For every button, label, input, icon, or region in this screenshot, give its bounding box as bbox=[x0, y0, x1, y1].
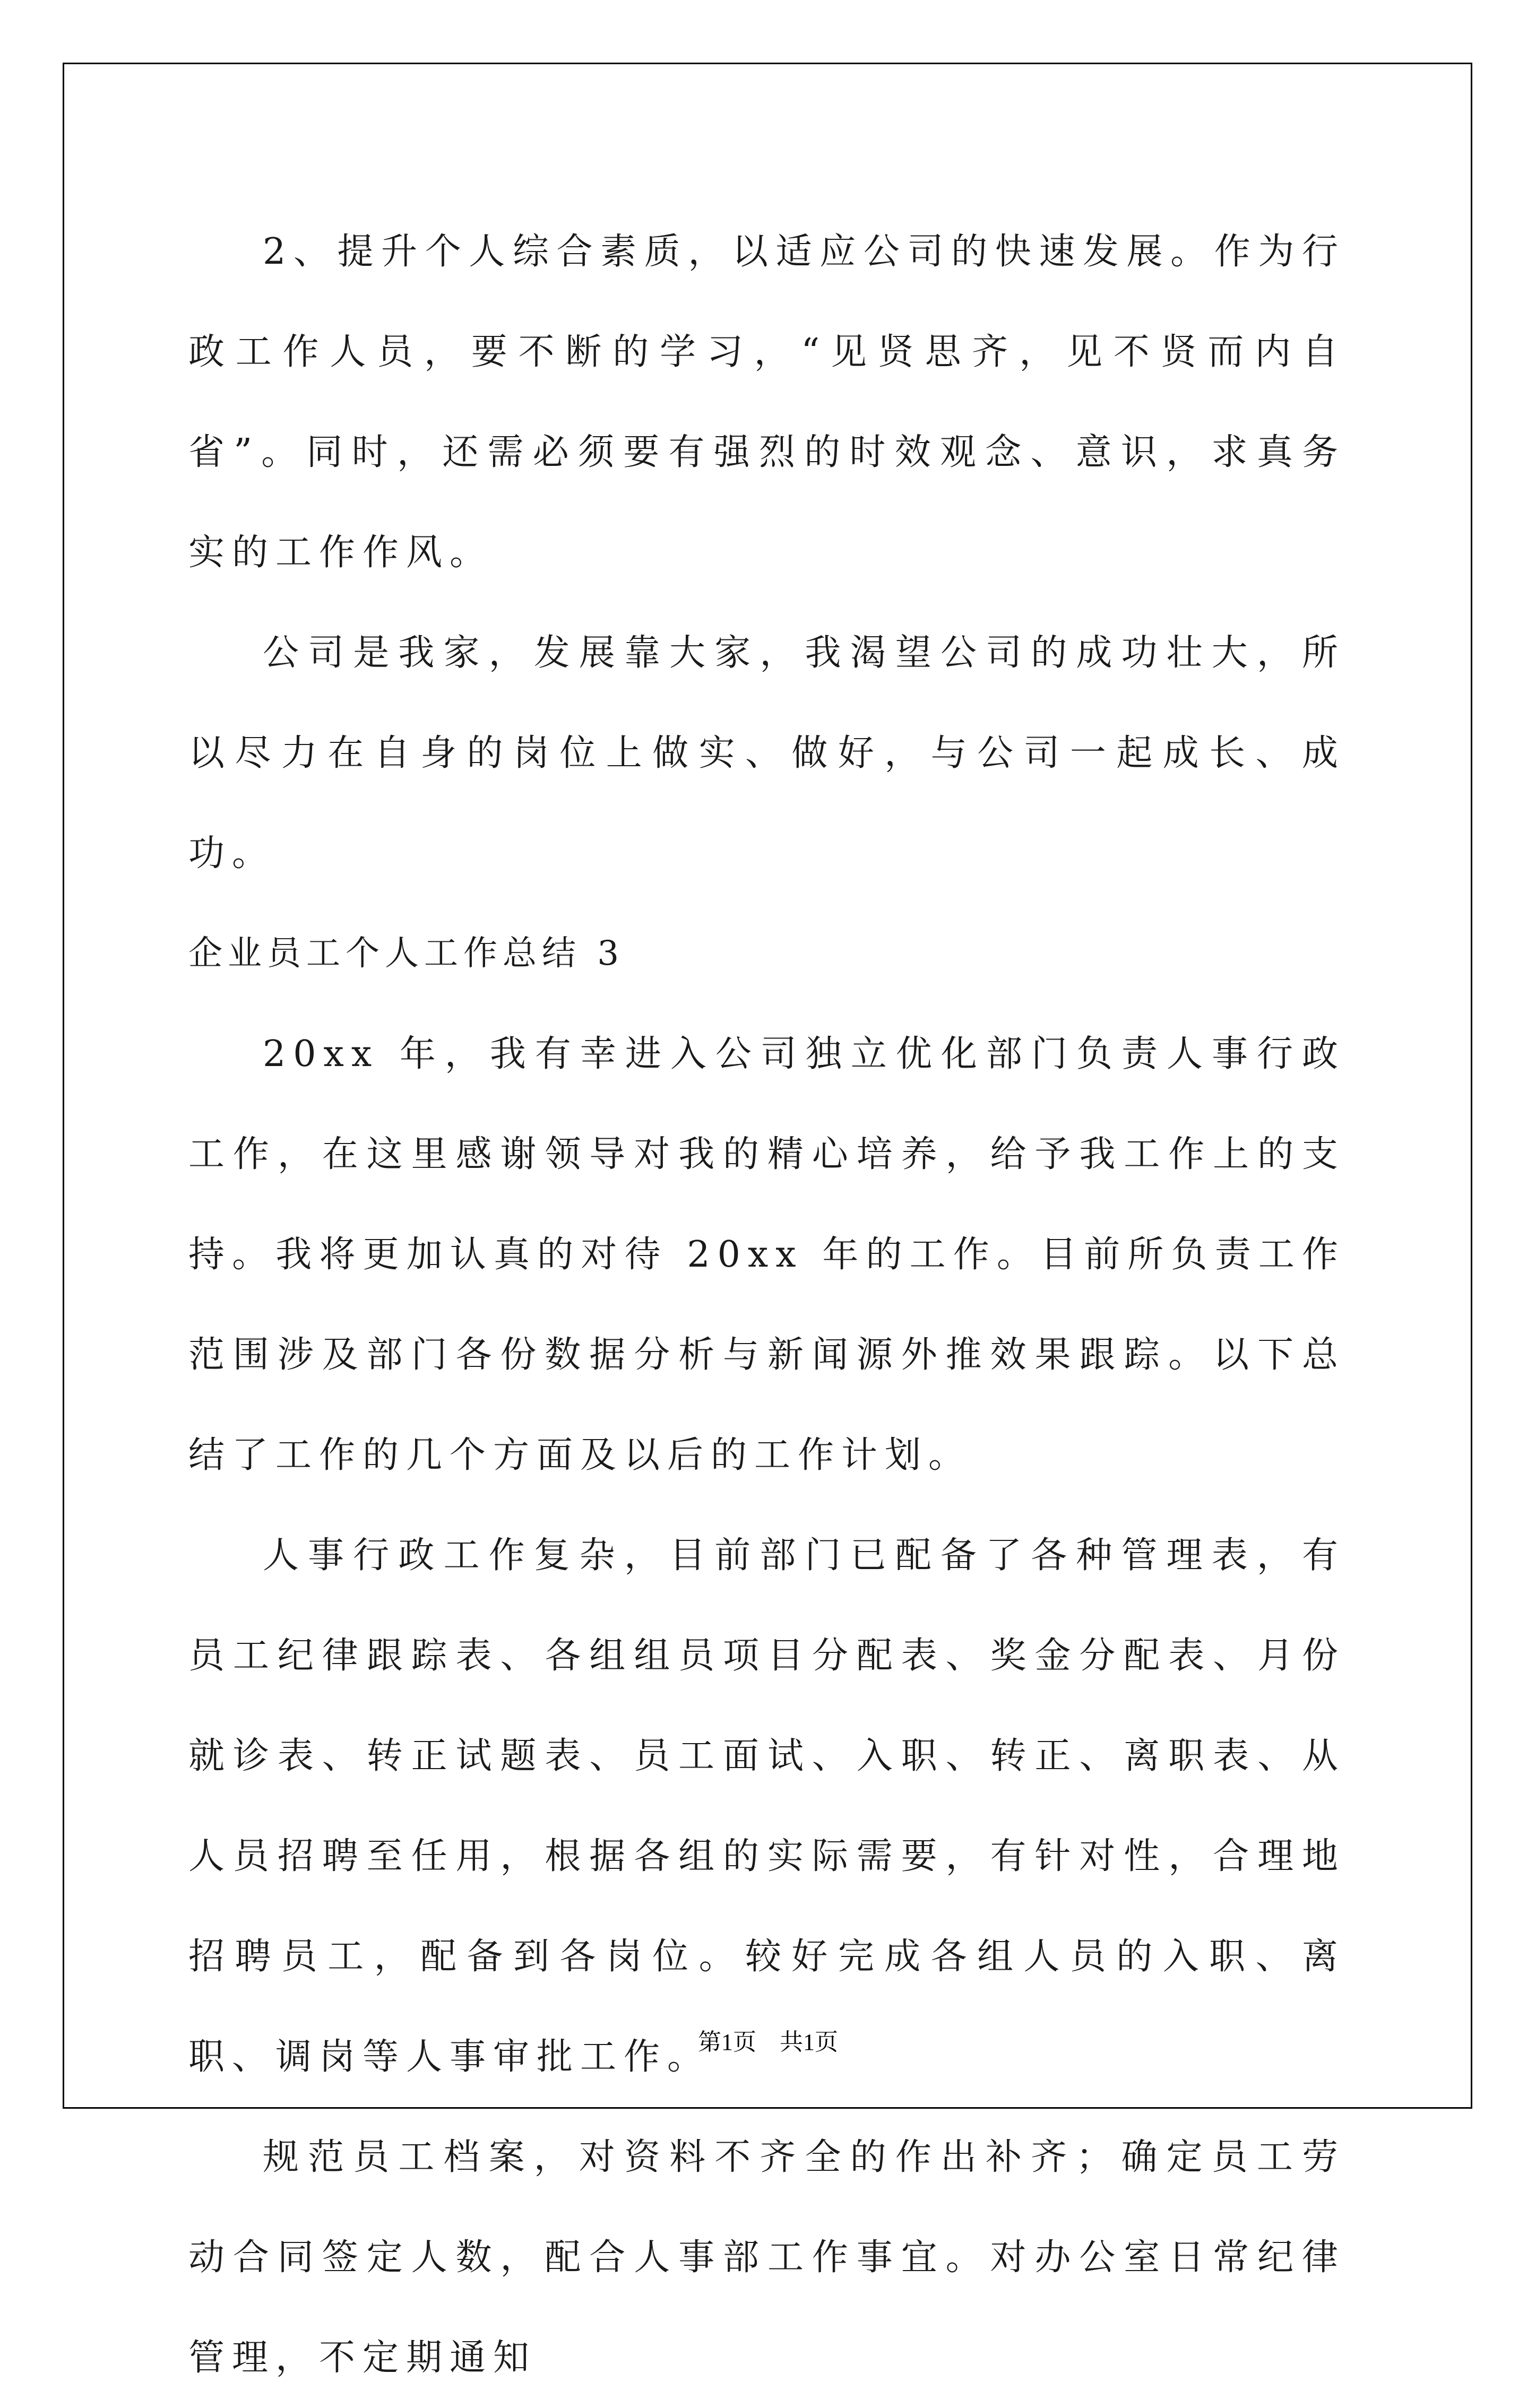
paragraph-employee-files: 规范员工档案，对资料不齐全的作出补齐；确定员工劳动合同签定人数，配合人事部工作事宜。对办公室日常纪律管理，不定期通知 bbox=[188, 2136, 1345, 2379]
page-footer: 第1页 共1页 bbox=[698, 2029, 838, 2055]
paragraph-hr-admin: 人事行政工作复杂，目前部门已配备了各种管理表，有员工纪律跟踪表、各组组员项目分配表、奖金分配表、月份就诊表、转正试题表、员工面试、入职、转正、离职表、从人员招聘至任用，根据各组的实际需要，有针对性，合理地招聘员工，配备到各岗位。较好完成各组人员的入职、离职、调岗等人事审批工作。 bbox=[188, 1535, 1345, 2078]
paragraph-company-home: 公司是我家，发展靠大家，我渴望公司的成功壮大，所以尽力在自身的岗位上做实、做好，与公司一起成长、成功。 bbox=[188, 632, 1345, 874]
paragraph-intro-20xx: 20xx 年，我有幸进入公司独立优化部门负责人事行政工作，在这里感谢领导对我的精心培养，给予我工作上的支持。我将更加认真的对待 20xx 年的工作。目前所负责工作范围涉及部门各份数据分析与新闻源外推效果跟踪。以下总结了工作的几个方面及以后的工作计划。 bbox=[188, 1033, 1345, 1476]
document-body bbox=[188, 202, 1345, 2408]
paragraph-self-improvement: 2、提升个人综合素质，以适应公司的快速发展。作为行政工作人员，要不断的学习，“见贤思齐，见不贤而内自省”。同时，还需必须要有强烈的时效观念、意识，求真务实的工作作风。 bbox=[188, 231, 1345, 574]
section-heading: 企业员工个人工作总结 3 bbox=[188, 934, 625, 973]
